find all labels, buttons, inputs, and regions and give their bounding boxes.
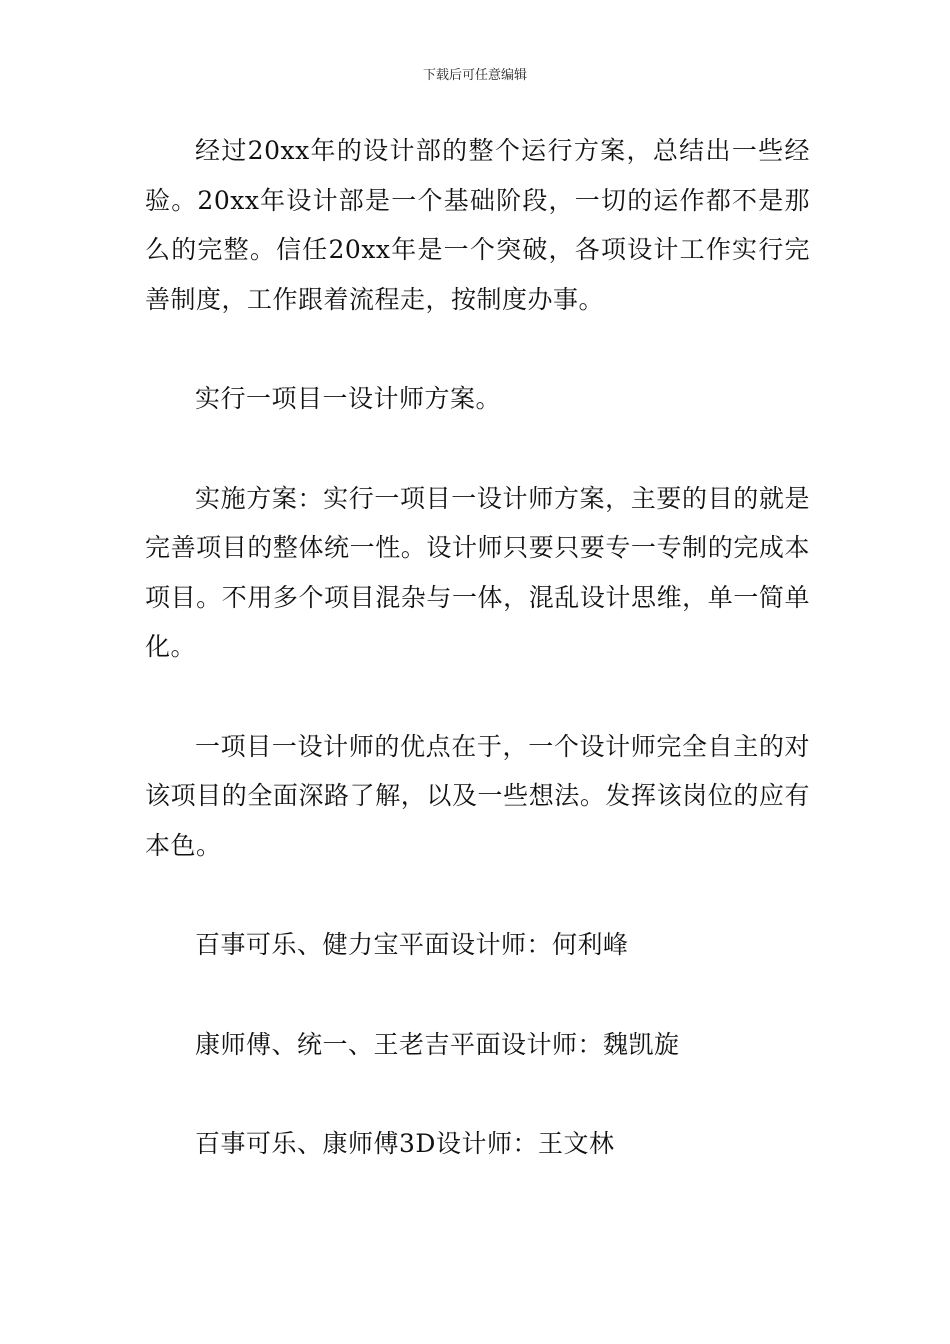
- document-body: [145, 126, 810, 1169]
- paragraph-advantages: 一项目一设计师的优点在于，一个设计师完全自主的对该项目的全面深路了解，以及一些想法。发挥该岗位的应有本色。: [145, 731, 810, 860]
- paragraph-implementation: 实施方案：实行一项目一设计师方案，主要的目的就是完善项目的整体统一性。设计师只要只要专一专制的完成本项目。不用多个项目混杂与一体，混乱设计思维，单一简单化。: [145, 483, 810, 661]
- paragraph-summary: 经过20xx年的设计部的整个运行方案，总结出一些经验。20xx年设计部是一个基础阶段，一切的运作都不是那么的完整。信任20xx年是一个突破，各项设计工作实行完善制度，工作跟着流程走，按制度办事。: [145, 136, 810, 314]
- paragraph-designer-2: 康师傅、统一、王老吉平面设计师：魏凯旋: [195, 1029, 680, 1059]
- page-header-note: 下载后可任意编辑: [422, 68, 527, 83]
- paragraph-designer-1: 百事可乐、健力宝平面设计师：何利峰: [195, 930, 629, 959]
- paragraph-designer-3: 百事可乐、康师傅3D设计师：王文林: [195, 1129, 615, 1158]
- paragraph-plan-title: 实行一项目一设计师方案。: [195, 384, 502, 413]
